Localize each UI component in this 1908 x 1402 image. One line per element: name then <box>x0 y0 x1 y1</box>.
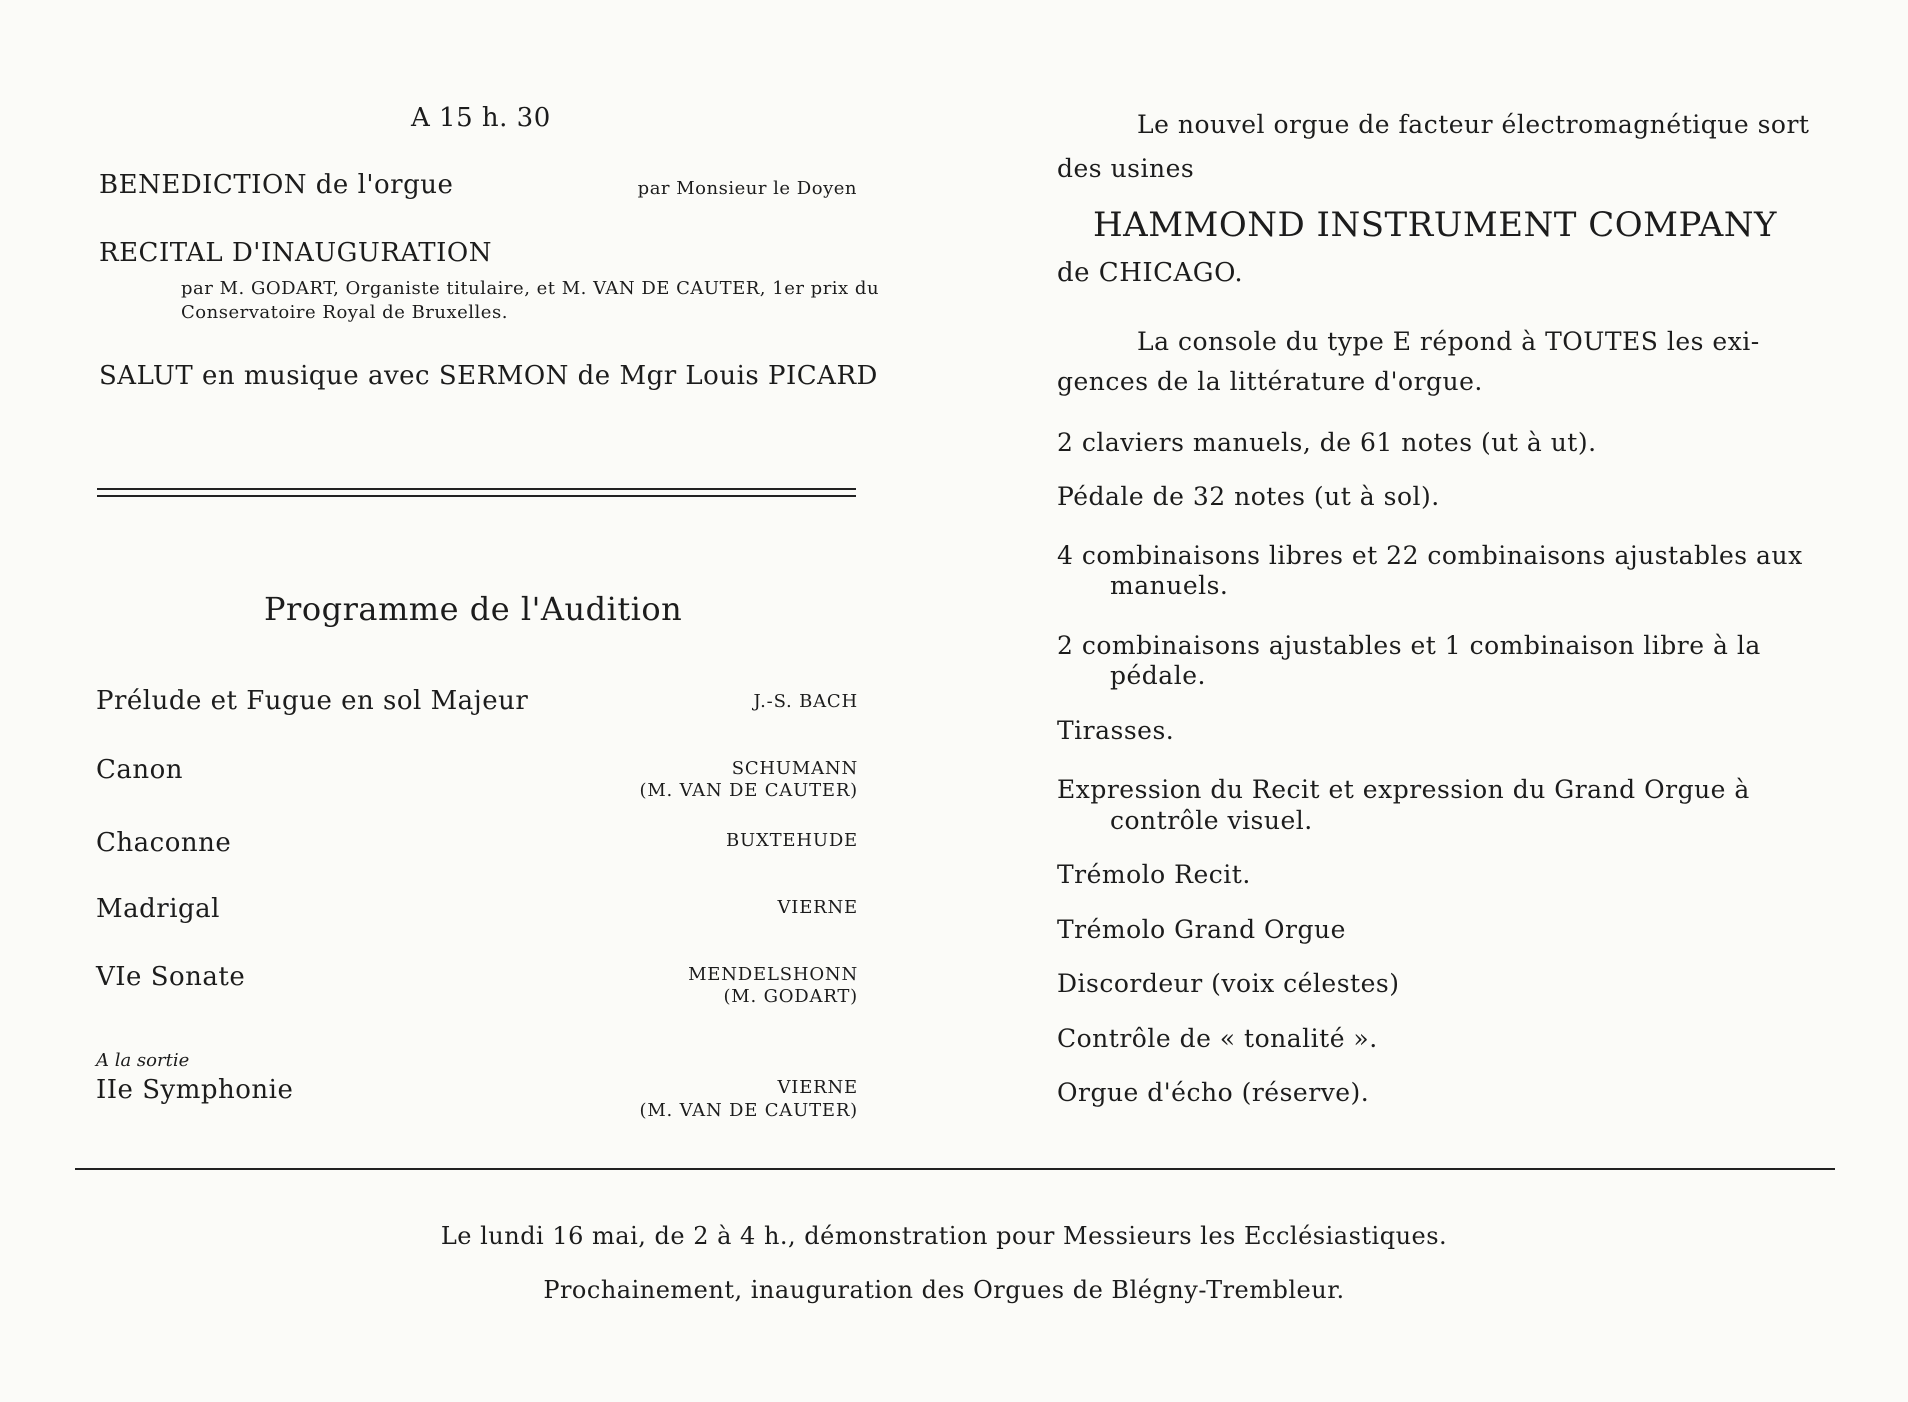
programme-piece: VIe Sonate <box>96 962 246 992</box>
feature-item-cont: pédale. <box>1110 661 1206 690</box>
programme-piece: Canon <box>96 755 184 785</box>
recital-label: RECITAL D'INAUGURATION <box>99 238 492 268</box>
feature-item: Orgue d'écho (réserve). <box>1057 1078 1370 1107</box>
programme-composer: SCHUMANN <box>731 758 858 779</box>
benediction-by: par Monsieur le Doyen <box>637 178 857 199</box>
double-rule-bottom <box>97 495 856 497</box>
sortie-performer: (M. VAN DE CAUTER) <box>639 1100 858 1121</box>
programme-composer: BUXTEHUDE <box>726 830 858 851</box>
feature-item-cont: contrôle visuel. <box>1110 806 1313 835</box>
programme-title: Programme de l'Audition <box>264 590 683 628</box>
feature-item: Discordeur (voix célestes) <box>1057 969 1400 998</box>
feature-item: Contrôle de « tonalité ». <box>1057 1024 1378 1053</box>
intro-line1: Le nouvel orgue de facteur électromagnétique sort <box>1137 110 1810 139</box>
feature-item: Expression du Recit et expression du Grand Orgue à <box>1057 775 1750 804</box>
sortie-composer: VIERNE <box>777 1077 858 1098</box>
salut-line: SALUT en musique avec SERMON de Mgr Louis PICARD <box>99 361 878 391</box>
programme-composer: VIERNE <box>777 897 858 918</box>
programme-performer: (M. VAN DE CAUTER) <box>639 780 858 801</box>
company-city: de CHICAGO. <box>1057 258 1244 288</box>
console-line2: gences de la littérature d'orgue. <box>1057 367 1483 396</box>
benediction-label: BENEDICTION de l'orgue <box>99 170 454 200</box>
console-line1: La console du type E répond à TOUTES les exi- <box>1137 327 1760 356</box>
footer-rule <box>75 1168 1835 1170</box>
recital-performers-line1: par M. GODART, Organiste titulaire, et M. VAN DE CAUTER, 1er prix du <box>181 278 880 299</box>
feature-item: 2 combinaisons ajustables et 1 combinaison libre à la <box>1057 631 1761 660</box>
programme-piece: Prélude et Fugue en sol Majeur <box>96 686 529 716</box>
feature-item: 4 combinaisons libres et 22 combinaisons ajustables aux <box>1057 541 1803 570</box>
recital-performers-line2: Conservatoire Royal de Bruxelles. <box>181 302 508 323</box>
double-rule-top <box>97 488 856 490</box>
programme-composer: MENDELSHONN <box>688 964 858 985</box>
feature-item: Tirasses. <box>1057 716 1175 745</box>
programme-piece: Chaconne <box>96 828 232 858</box>
feature-item: 2 claviers manuels, de 61 notes (ut à ut). <box>1057 428 1597 457</box>
footer-line1: Le lundi 16 mai, de 2 à 4 h., démonstration pour Messieurs les Ecclésiastiques. <box>440 1222 1448 1250</box>
sortie-piece: IIe Symphonie <box>96 1075 294 1105</box>
feature-item-cont: manuels. <box>1110 571 1229 600</box>
feature-item: Trémolo Recit. <box>1057 860 1251 889</box>
intro-line2: des usines <box>1057 154 1195 183</box>
programme-piece: Madrigal <box>96 894 220 924</box>
feature-item: Pédale de 32 notes (ut à sol). <box>1057 482 1440 511</box>
sortie-label: A la sortie <box>96 1050 190 1071</box>
event-time: A 15 h. 30 <box>411 103 551 133</box>
programme-composer: J.-S. BACH <box>753 691 858 712</box>
feature-item: Trémolo Grand Orgue <box>1057 915 1346 944</box>
programme-performer: (M. GODART) <box>723 986 858 1007</box>
company-name: HAMMOND INSTRUMENT COMPANY <box>1093 205 1778 245</box>
footer-line2: Prochainement, inauguration des Orgues de Blégny-Trembleur. <box>543 1276 1345 1304</box>
